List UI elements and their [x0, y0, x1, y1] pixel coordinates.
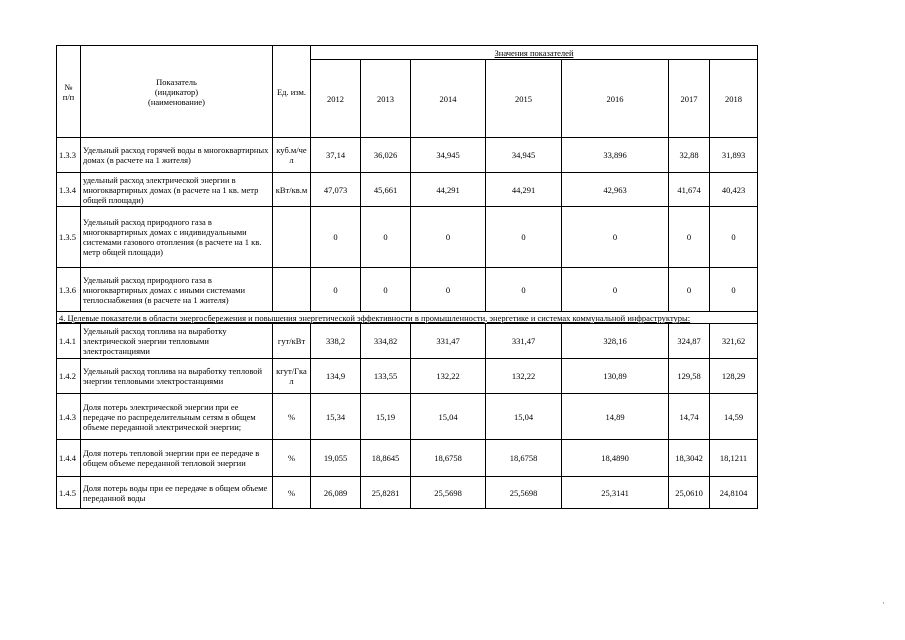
- header-values-group: Значения показателей: [311, 46, 758, 60]
- row-value-cell: 130,89: [562, 359, 669, 394]
- header-year: 2018: [710, 60, 758, 138]
- table-row: [57, 359, 758, 394]
- row-value-cell: 34,945: [411, 138, 486, 173]
- row-code: 1.4.2: [57, 359, 81, 394]
- row-value-cell: 0: [311, 207, 361, 268]
- row-value-cell: 25,8281: [361, 477, 411, 509]
- row-value-cell: 33,896: [562, 138, 669, 173]
- row-indicator-name: Удельный расход топлива на выработку тепловой энергии тепловыми электростанциями: [81, 359, 273, 394]
- header-year: 2014: [411, 60, 486, 138]
- row-value-cell: 0: [411, 268, 486, 312]
- row-value-cell: 133,55: [361, 359, 411, 394]
- row-value-cell: 328,16: [562, 324, 669, 359]
- row-value-cell: 25,5698: [411, 477, 486, 509]
- row-value-cell: 0: [311, 268, 361, 312]
- row-value-cell: 31,893: [710, 138, 758, 173]
- row-value-cell: 15,34: [311, 394, 361, 440]
- row-value-cell: 132,22: [486, 359, 562, 394]
- row-value-cell: 24,8104: [710, 477, 758, 509]
- header-num: № п/п: [57, 46, 81, 138]
- table-row: [57, 440, 758, 477]
- row-value-cell: 18,1211: [710, 440, 758, 477]
- row-indicator-name: Удельный расход горячей воды в многоквартирных домах (в расчете на 1 жителя): [81, 138, 273, 173]
- row-value-cell: 129,58: [669, 359, 710, 394]
- row-value-cell: 15,19: [361, 394, 411, 440]
- row-value-cell: 0: [361, 268, 411, 312]
- row-value-cell: 26,089: [311, 477, 361, 509]
- table-row: [57, 138, 758, 173]
- row-unit: %: [273, 477, 311, 509]
- row-value-cell: 15,04: [411, 394, 486, 440]
- table-row: [57, 268, 758, 312]
- row-code: 1.3.4: [57, 173, 81, 207]
- row-value-cell: 0: [710, 268, 758, 312]
- row-code: 1.3.6: [57, 268, 81, 312]
- row-value-cell: 0: [562, 268, 669, 312]
- row-value-cell: 128,29: [710, 359, 758, 394]
- row-value-cell: 44,291: [411, 173, 486, 207]
- row-code: 1.4.5: [57, 477, 81, 509]
- table-row: [57, 324, 758, 359]
- row-value-cell: 25,5698: [486, 477, 562, 509]
- row-value-cell: 15,04: [486, 394, 562, 440]
- header-year: 2016: [562, 60, 669, 138]
- row-unit: %: [273, 394, 311, 440]
- header-year: 2015: [486, 60, 562, 138]
- row-unit: %: [273, 440, 311, 477]
- row-unit: куб.м/чел: [273, 138, 311, 173]
- row-indicator-name: Доля потерь воды при ее передаче в общем объеме переданной воды: [81, 477, 273, 509]
- row-value-cell: 36,026: [361, 138, 411, 173]
- row-value-cell: 0: [669, 207, 710, 268]
- row-value-cell: 134,9: [311, 359, 361, 394]
- row-value-cell: 0: [361, 207, 411, 268]
- row-value-cell: 324,87: [669, 324, 710, 359]
- row-value-cell: 18,3042: [669, 440, 710, 477]
- row-value-cell: 331,47: [486, 324, 562, 359]
- row-code: 1.3.5: [57, 207, 81, 268]
- row-value-cell: 0: [486, 268, 562, 312]
- row-value-cell: 18,6758: [411, 440, 486, 477]
- header-row-top: [57, 46, 758, 60]
- row-value-cell: 37,14: [311, 138, 361, 173]
- row-value-cell: 331,47: [411, 324, 486, 359]
- row-value-cell: 321,62: [710, 324, 758, 359]
- table-row: [57, 207, 758, 268]
- header-year: 2012: [311, 60, 361, 138]
- scan-mark: ·: [882, 598, 885, 608]
- header-year: 2013: [361, 60, 411, 138]
- row-value-cell: 40,423: [710, 173, 758, 207]
- row-indicator-name: Удельный расход природного газа в многоквартирных домах с индивидуальными системами газового отопления (в расчете на 1 кв. метр общей площади): [81, 207, 273, 268]
- row-value-cell: 14,59: [710, 394, 758, 440]
- table-row: [57, 173, 758, 207]
- row-indicator-name: Удельный расход природного газа в многоквартирных домах с иными системами теплоснабжения (в расчете на 1 жителя): [81, 268, 273, 312]
- row-value-cell: 0: [411, 207, 486, 268]
- row-value-cell: 0: [486, 207, 562, 268]
- row-value-cell: 14,74: [669, 394, 710, 440]
- row-value-cell: 0: [669, 268, 710, 312]
- row-value-cell: 45,661: [361, 173, 411, 207]
- header-unit: Ед. изм.: [273, 46, 311, 138]
- row-value-cell: 25,3141: [562, 477, 669, 509]
- table-row: [57, 477, 758, 509]
- row-value-cell: 32,88: [669, 138, 710, 173]
- row-value-cell: 47,073: [311, 173, 361, 207]
- row-value-cell: 34,945: [486, 138, 562, 173]
- header-indicator: Показатель (индикатор) (наименование): [81, 46, 273, 138]
- table-row: [57, 394, 758, 440]
- row-code: 1.3.3: [57, 138, 81, 173]
- row-indicator-name: Доля потерь электрической энергии при ее передаче по распределительным сетям в общем объеме переданной электрической энергии;: [81, 394, 273, 440]
- row-value-cell: 14,89: [562, 394, 669, 440]
- row-indicator-name: Доля потерь тепловой энергии при ее передаче в общем объеме переданной тепловой энергии: [81, 440, 273, 477]
- row-value-cell: 18,4890: [562, 440, 669, 477]
- row-unit: кВт/кв.м: [273, 173, 311, 207]
- row-unit: гут/кВт: [273, 324, 311, 359]
- section-title: 4. Целевые показатели в области энергосбережения и повышения энергетической эффективности в промышленности, энергетике и системах коммунальной инфраструктуры:: [57, 312, 758, 324]
- row-code: 1.4.3: [57, 394, 81, 440]
- row-code: 1.4.4: [57, 440, 81, 477]
- row-value-cell: 0: [710, 207, 758, 268]
- section-row: [57, 312, 758, 324]
- row-indicator-name: удельный расход электрической энергии в многоквартирных домах (в расчете на 1 кв. метр общей площади): [81, 173, 273, 207]
- row-value-cell: 18,6758: [486, 440, 562, 477]
- row-value-cell: 41,674: [669, 173, 710, 207]
- row-value-cell: 334,82: [361, 324, 411, 359]
- row-value-cell: 132,22: [411, 359, 486, 394]
- row-value-cell: 0: [562, 207, 669, 268]
- row-value-cell: 42,963: [562, 173, 669, 207]
- header-year: 2017: [669, 60, 710, 138]
- indicators-table: [56, 45, 758, 509]
- row-code: 1.4.1: [57, 324, 81, 359]
- row-value-cell: 25,0610: [669, 477, 710, 509]
- row-value-cell: 19,055: [311, 440, 361, 477]
- row-unit: [273, 207, 311, 268]
- row-value-cell: 18,8645: [361, 440, 411, 477]
- row-unit: кгут/Гкал: [273, 359, 311, 394]
- row-indicator-name: Удельный расход топлива на выработку электрической энергии тепловыми электростанциями: [81, 324, 273, 359]
- row-unit: [273, 268, 311, 312]
- row-value-cell: 338,2: [311, 324, 361, 359]
- row-value-cell: 44,291: [486, 173, 562, 207]
